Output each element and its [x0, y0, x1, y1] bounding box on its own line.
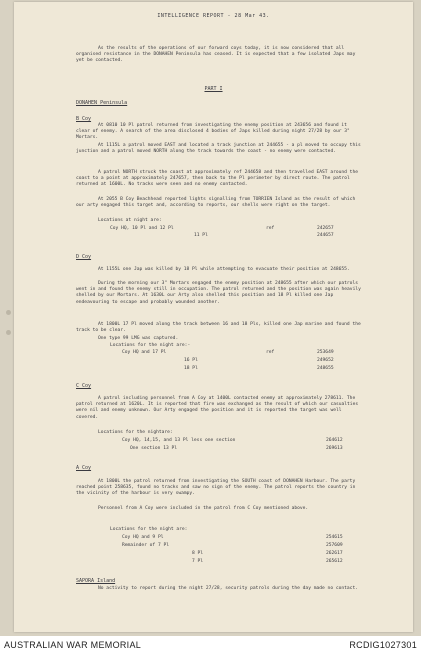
part-title: PART I	[204, 86, 223, 92]
d-coy-loc-unit: 16 Pl	[184, 358, 198, 363]
a-coy-loc-unit: 7 Pl	[192, 559, 204, 564]
d-coy-locations-heading: Locations for the night are:-	[110, 343, 191, 348]
d-coy-capture-note: One type 99 LMG was captured.	[98, 336, 179, 341]
b-coy-title: B Coy	[76, 116, 92, 122]
b-coy-paragraph-2: At 1115L a patrol moved EAST and located a track junction at 244655 - a pl moved to occupy this junction and a patrol moved NORTH along the track towards the coast - no enemy were contacted.	[76, 143, 361, 155]
d-coy-paragraph-1: At 1155L one Jap was killed by 18 Pl while attempting to evacuate their position at 248655.	[98, 267, 350, 272]
archive-footer	[0, 636, 421, 654]
a-coy-title: A Coy	[76, 465, 92, 471]
intro-paragraph: As the results of the operations of our forward coys today, it is now considered that all organised resistance in the DONAHEN Peninsula has ceased. It is expected that a few isolated Japs may yet be contacted.	[76, 46, 356, 64]
b-coy-locations-heading: Locations at night are:	[98, 218, 162, 223]
a-coy-paragraph-1: At 1800L the patrol returned from investigating the SOUTH coast of DONAHEN Harbour. The party reached point 258635, found no tracks and saw no sign of the enemy. The patrol reports the country in the vicinity of the harbour is very swampy.	[76, 479, 356, 497]
d-coy-loc-unit: 18 Pl	[184, 366, 198, 371]
b-coy-paragraph-4: At 2055 B Coy Beachhead reported lights signalling from TORRIEN Island as the result of which our arty engaged this target and, according to reports, our shells were right on the target.	[76, 197, 356, 209]
archive-id: RCDIG1027301	[349, 640, 417, 650]
d-coy-paragraph-2: During the morning our 3" Mortars engaged the enemy position at 248655 after which our patrols went in and found the enemy still in occupation. The patrol returned and the position was again heavily shelled by our Mortars. At 1630L our Arty also shelled this position and 18 Pl killed one Jap endeavouring to escape and probably wounded another.	[76, 281, 361, 305]
a-coy-loc-unit: Coy HQ and 9 Pl	[122, 535, 164, 540]
b-coy-paragraph-3: A patrol NORTH struck the coast at approximately ref 244658 and then travelled EAST around the coast to a point at approximately 247657, then back to the Pl perimeter by direct route. The patrol returned at 1600L. No tracks were seen and no enemy contacted.	[76, 170, 358, 188]
d-coy-loc-grid: 248655	[317, 366, 334, 371]
a-coy-paragraph-2: Personnel from A Coy were included in the patrol from C Coy mentioned above.	[98, 506, 309, 511]
b-coy-paragraph-1: At 0810 10 Pl patrol returned from investigating the enemy position at 243656 and found it clear of enemy. A search of the area disclosed 4 bodies of Japs killed during night 27/28 by our 3" Mortars.	[76, 123, 350, 141]
punch-hole	[6, 330, 11, 335]
c-coy-locations-heading: Locations for the nightare:	[98, 430, 173, 435]
b-coy-loc-unit: Coy HQ, 10 Pl and 12 Pl	[110, 226, 174, 231]
a-coy-loc-unit: 8 Pl	[192, 551, 204, 556]
document-page	[14, 2, 413, 632]
b-coy-loc-grid: 242657	[317, 226, 334, 231]
c-coy-loc-grid: 264612	[326, 438, 343, 443]
a-coy-locations-heading: Locations for the night are:	[110, 527, 188, 532]
b-coy-loc-grid: 244657	[317, 233, 334, 238]
c-coy-title: C Coy	[76, 383, 92, 389]
c-coy-loc-unit: One section 13 Pl	[130, 446, 178, 451]
d-coy-paragraph-3: At 1800L 17 Pl moved along the track between 16 and 18 Pls, killed one Jap marine and found the track to be clear.	[76, 322, 361, 334]
c-coy-paragraph-1: A patrol including personnel from A Coy at 1400L contacted enemy at approximately 278611. The patrol returned at 1620L. It is reported that fire was exchanged as the result of which our casualties were nil and enemy unknown. Our Arty engaged the position and it is reported the target was well covered.	[76, 396, 359, 420]
a-coy-loc-grid: 257609	[326, 543, 343, 548]
b-coy-loc-ref: ref	[266, 226, 275, 231]
a-coy-loc-grid: 262617	[326, 551, 343, 556]
archive-name: AUSTRALIAN WAR MEMORIAL	[4, 640, 142, 650]
section-title: DONAHEN Peninsula	[76, 100, 128, 106]
d-coy-loc-unit: Coy HQ and 17 Pl	[122, 350, 167, 355]
a-coy-loc-grid: 265612	[326, 559, 343, 564]
d-coy-title: D Coy	[76, 254, 92, 260]
sapora-paragraph-1: No activity to report during the night 27/28, security patrols during the day made no contact.	[98, 586, 358, 591]
punch-hole	[6, 310, 11, 315]
a-coy-loc-unit: Remainder of 7 Pl	[122, 543, 170, 548]
a-coy-loc-grid: 254615	[326, 535, 343, 540]
d-coy-loc-grid: 249652	[317, 358, 334, 363]
sapora-title: SAPORA Island	[76, 578, 116, 584]
report-header: INTELLIGENCE REPORT - 28 Mar 43.	[157, 13, 270, 19]
d-coy-loc-ref: ref	[266, 350, 275, 355]
b-coy-loc-unit: 11 Pl	[194, 233, 208, 238]
c-coy-loc-unit: Coy HQ, 14,15, and 13 Pl less one section	[122, 438, 236, 443]
d-coy-loc-grid: 253649	[317, 350, 334, 355]
c-coy-loc-grid: 269613	[326, 446, 343, 451]
